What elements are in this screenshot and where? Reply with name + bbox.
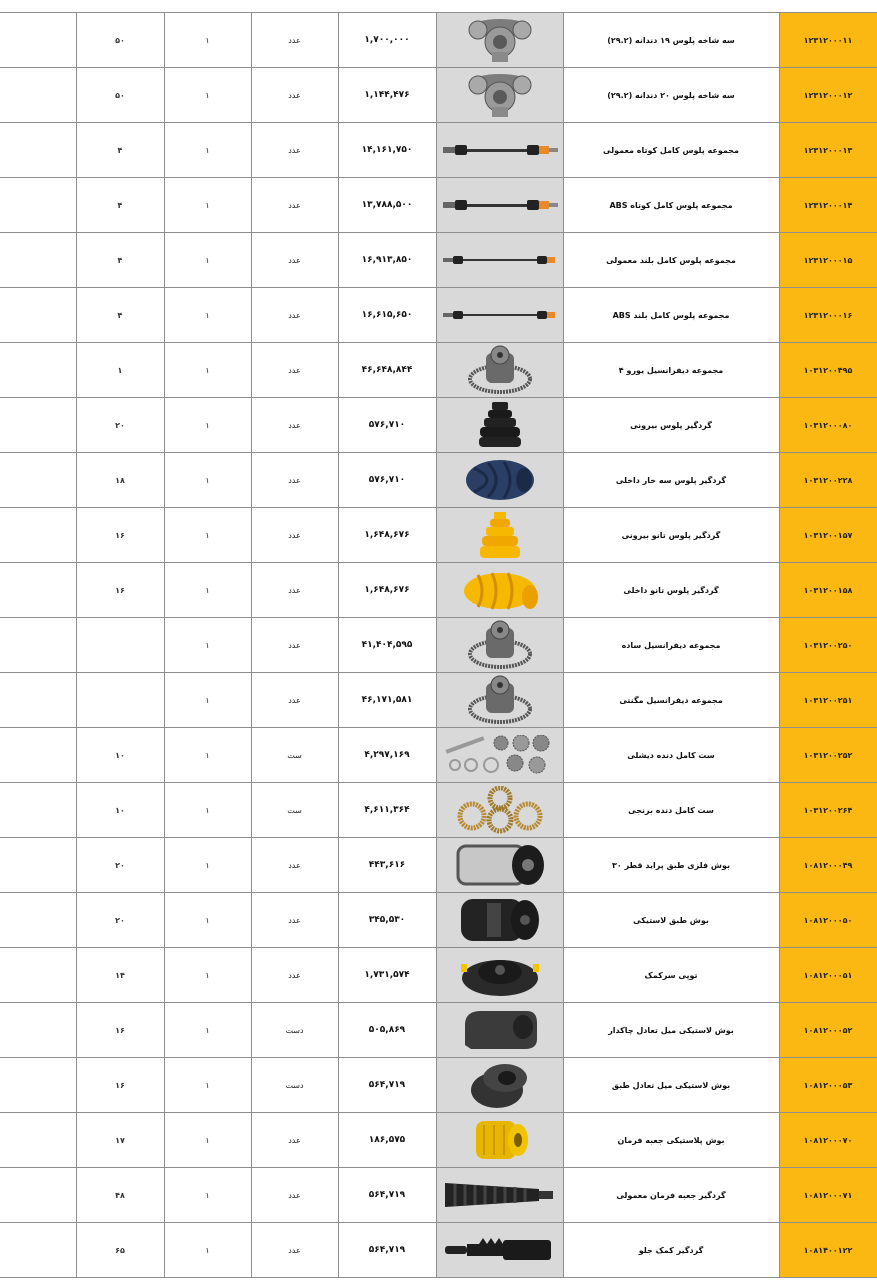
count-cell: ۱ [164, 453, 251, 508]
blank-cell [0, 343, 76, 398]
product-image-cell [436, 508, 563, 563]
count-cell: ۱ [164, 948, 251, 1003]
quantity-cell: ۵۰ [76, 13, 164, 68]
product-code-cell: ۱۰۸۱۲۰۰۰۵۲ [779, 1003, 877, 1058]
price-cell: ۱۶,۶۱۵,۶۵۰ [338, 288, 436, 343]
product-name-cell: گردگیر پلوس تانو بیرونی [563, 508, 779, 563]
unit-cell: عدد [251, 453, 338, 508]
product-code-cell: ۱۰۸۱۲۰۰۰۷۰ [779, 1113, 877, 1168]
blank-cell [0, 123, 76, 178]
table-row [0, 453, 877, 508]
product-name-cell: مجموعه دیفرانسیل مگنتی [563, 673, 779, 728]
count-cell: ۱ [164, 1113, 251, 1168]
product-image-cell [436, 1168, 563, 1223]
unit-cell: عدد [251, 618, 338, 673]
product-code-cell: ۱۰۳۱۲۰۰۲۲۸ [779, 453, 877, 508]
product-image-cell [436, 728, 563, 783]
product-image-cell [436, 1113, 563, 1168]
blank-cell [0, 68, 76, 123]
unit-cell: عدد [251, 68, 338, 123]
price-cell: ۱,۷۳۱,۵۷۴ [338, 948, 436, 1003]
price-cell: ۵۷۶,۷۱۰ [338, 453, 436, 508]
product-image-cell [436, 783, 563, 838]
price-cell: ۴,۶۱۱,۳۶۴ [338, 783, 436, 838]
unit-cell: عدد [251, 1113, 338, 1168]
price-cell: ۵۶۴,۷۱۹ [338, 1058, 436, 1113]
unit-cell: دست [251, 1003, 338, 1058]
unit-cell: عدد [251, 948, 338, 1003]
table-row [0, 1223, 877, 1278]
product-name-cell: ست کامل دنده برنجی [563, 783, 779, 838]
product-code-cell: ۱۰۳۱۲۰۰۲۵۱ [779, 673, 877, 728]
price-cell: ۱,۱۴۴,۴۷۶ [338, 68, 436, 123]
product-name-cell: مجموعه پلوس کامل کوتاه ABS [563, 178, 779, 233]
price-cell: ۱,۷۰۰,۰۰۰ [338, 13, 436, 68]
product-name-cell: گردگیر پلوس سه خار داخلی [563, 453, 779, 508]
product-image-cell [436, 1003, 563, 1058]
product-image-cell [436, 68, 563, 123]
product-code-cell: ۱۰۳۱۲۰۰۲۵۰ [779, 618, 877, 673]
product-image-cell [436, 1223, 563, 1278]
gear-set-icon [437, 735, 563, 775]
quantity-cell: ۱۶ [76, 1058, 164, 1113]
table-row [0, 233, 877, 288]
table-row [0, 673, 877, 728]
price-cell: ۴۶,۱۷۱,۵۸۱ [338, 673, 436, 728]
table-row [0, 728, 877, 783]
unit-cell: عدد [251, 288, 338, 343]
strut-mount-icon [437, 950, 563, 1000]
plastic-bushing-icon [437, 1115, 563, 1165]
table-row [0, 893, 877, 948]
product-code-cell: ۱۰۸۱۲۰۰۰۴۹ [779, 838, 877, 893]
quantity-cell [76, 673, 164, 728]
table-row [0, 838, 877, 893]
parts-table [0, 12, 877, 1278]
count-cell: ۱ [164, 233, 251, 288]
quantity-cell: ۵۰ [76, 68, 164, 123]
product-image-cell [436, 893, 563, 948]
table-row [0, 398, 877, 453]
unit-cell: عدد [251, 343, 338, 398]
product-image-cell [436, 398, 563, 453]
product-name-cell: گردگیر پلوس بیرونی [563, 398, 779, 453]
price-cell: ۵۶۴,۷۱۹ [338, 1168, 436, 1223]
price-cell: ۳۴۵,۵۳۰ [338, 893, 436, 948]
long-driveshaft-icon [437, 308, 563, 322]
product-image-cell [436, 13, 563, 68]
differential-icon [437, 620, 563, 670]
quantity-cell: ۴ [76, 288, 164, 343]
count-cell: ۱ [164, 178, 251, 233]
count-cell: ۱ [164, 618, 251, 673]
product-image-cell [436, 343, 563, 398]
unit-cell: عدد [251, 13, 338, 68]
count-cell: ۱ [164, 508, 251, 563]
sway-bar-bushing-round-icon [437, 1060, 563, 1110]
unit-cell: عدد [251, 838, 338, 893]
quantity-cell: ۲۰ [76, 893, 164, 948]
product-code-cell: ۱۲۳۱۲۰۰۰۱۴ [779, 178, 877, 233]
product-code-cell: ۱۰۸۱۲۰۰۰۷۱ [779, 1168, 877, 1223]
unit-cell: ست [251, 783, 338, 838]
table-row [0, 68, 877, 123]
unit-cell: دست [251, 1058, 338, 1113]
quantity-cell: ۴ [76, 123, 164, 178]
product-code-cell: ۱۰۳۱۲۰۰۲۶۴ [779, 783, 877, 838]
product-image-cell [436, 618, 563, 673]
product-image-cell [436, 948, 563, 1003]
product-image-cell [436, 288, 563, 343]
quantity-cell: ۱۶ [76, 1003, 164, 1058]
product-image-cell [436, 233, 563, 288]
quantity-cell: ۲۰ [76, 398, 164, 453]
blank-cell [0, 1003, 76, 1058]
yellow-boot-icon [437, 510, 563, 560]
count-cell: ۱ [164, 343, 251, 398]
unit-cell: عدد [251, 233, 338, 288]
bellows-icon [437, 1175, 563, 1215]
sway-bar-bushing-icon [437, 1005, 563, 1055]
product-name-cell: بوش پلاستیکی جعبه فرمان [563, 1113, 779, 1168]
quantity-cell: ۶۵ [76, 1223, 164, 1278]
blank-cell [0, 288, 76, 343]
blank-cell [0, 563, 76, 618]
synchro-rings-icon [437, 786, 563, 834]
table-row [0, 783, 877, 838]
product-name-cell: مجموعه پلوس کامل بلند ABS [563, 288, 779, 343]
unit-cell: عدد [251, 1223, 338, 1278]
product-code-cell: ۱۰۳۱۲۰۰۱۵۷ [779, 508, 877, 563]
driveshaft-icon [437, 140, 563, 160]
product-code-cell: ۱۰۸۱۴۰۰۱۲۲ [779, 1223, 877, 1278]
product-name-cell: مجموعه دیفرانسیل ساده [563, 618, 779, 673]
price-cell: ۱,۶۴۸,۶۷۶ [338, 563, 436, 618]
yellow-boot-long-icon [437, 567, 563, 613]
blank-cell [0, 453, 76, 508]
price-cell: ۵۷۶,۷۱۰ [338, 398, 436, 453]
count-cell: ۱ [164, 123, 251, 178]
product-name-cell: توپی سرکمک [563, 948, 779, 1003]
quantity-cell: ۴۸ [76, 1168, 164, 1223]
product-code-cell: ۱۲۳۱۲۰۰۰۱۱ [779, 13, 877, 68]
count-cell: ۱ [164, 563, 251, 618]
product-name-cell: سه شاخه پلوس ۱۹ دندانه (۲۹.۲) [563, 13, 779, 68]
product-name-cell: گردگیر پلوس تانو داخلی [563, 563, 779, 618]
product-name-cell: گردگیر جعبه فرمان معمولی [563, 1168, 779, 1223]
quantity-cell: ۱۰ [76, 728, 164, 783]
table-row [0, 288, 877, 343]
quantity-cell: ۱ [76, 343, 164, 398]
product-image-cell [436, 673, 563, 728]
blank-cell [0, 398, 76, 453]
tripod-joint-icon [437, 16, 563, 64]
table-row [0, 563, 877, 618]
product-image-cell [436, 563, 563, 618]
product-image-cell [436, 1058, 563, 1113]
count-cell: ۱ [164, 673, 251, 728]
table-row [0, 13, 877, 68]
black-boot-icon [437, 400, 563, 450]
price-cell: ۱۳,۷۸۸,۵۰۰ [338, 178, 436, 233]
count-cell: ۱ [164, 68, 251, 123]
product-name-cell: مجموعه پلوس کامل بلند معمولی [563, 233, 779, 288]
count-cell: ۱ [164, 398, 251, 453]
product-code-cell: ۱۲۳۱۲۰۰۰۱۶ [779, 288, 877, 343]
product-code-cell: ۱۰۸۱۲۰۰۰۵۰ [779, 893, 877, 948]
product-code-cell: ۱۰۸۱۲۰۰۰۵۳ [779, 1058, 877, 1113]
blank-cell [0, 233, 76, 288]
rubber-bushing-icon [437, 895, 563, 945]
product-code-cell: ۱۲۳۱۲۰۰۰۱۵ [779, 233, 877, 288]
product-name-cell: مجموعه دیفرانسیل یورو ۴ [563, 343, 779, 398]
unit-cell: عدد [251, 508, 338, 563]
product-name-cell: گردگیر کمک جلو [563, 1223, 779, 1278]
blank-cell [0, 1058, 76, 1113]
count-cell: ۱ [164, 783, 251, 838]
long-driveshaft-icon [437, 253, 563, 267]
count-cell: ۱ [164, 1168, 251, 1223]
product-code-cell: ۱۰۳۱۲۰۰۰۸۰ [779, 398, 877, 453]
blank-cell [0, 673, 76, 728]
table-row [0, 618, 877, 673]
differential-icon [437, 345, 563, 395]
quantity-cell: ۱۴ [76, 948, 164, 1003]
product-name-cell: مجموعه پلوس کامل کوتاه معمولی [563, 123, 779, 178]
quantity-cell: ۴ [76, 233, 164, 288]
blank-cell [0, 948, 76, 1003]
blank-cell [0, 1223, 76, 1278]
quantity-cell: ۱۶ [76, 563, 164, 618]
quantity-cell [76, 618, 164, 673]
blank-cell [0, 838, 76, 893]
table-row [0, 1113, 877, 1168]
table-row [0, 1003, 877, 1058]
table-row [0, 1058, 877, 1113]
blank-cell [0, 893, 76, 948]
price-table-sheet [0, 12, 877, 1280]
blank-cell [0, 1113, 76, 1168]
unit-cell: عدد [251, 398, 338, 453]
table-row [0, 178, 877, 233]
price-cell: ۴۱,۴۰۴,۵۹۵ [338, 618, 436, 673]
product-name-cell: بوش فلزی طبق پراید قطر ۳۰ [563, 838, 779, 893]
tripod-joint-icon [437, 71, 563, 119]
table-row [0, 1168, 877, 1223]
blank-cell [0, 1168, 76, 1223]
count-cell: ۱ [164, 893, 251, 948]
table-body [0, 13, 877, 1278]
product-image-cell [436, 123, 563, 178]
unit-cell: عدد [251, 178, 338, 233]
price-cell: ۴۴۳,۶۱۶ [338, 838, 436, 893]
quantity-cell: ۱۷ [76, 1113, 164, 1168]
quantity-cell: ۱۸ [76, 453, 164, 508]
count-cell: ۱ [164, 1003, 251, 1058]
quantity-cell: ۴ [76, 178, 164, 233]
price-cell: ۱۶,۹۱۳,۸۵۰ [338, 233, 436, 288]
product-name-cell: بوش طبق لاستیکی [563, 893, 779, 948]
blank-cell [0, 13, 76, 68]
price-cell: ۵۰۵,۸۶۹ [338, 1003, 436, 1058]
differential-icon [437, 675, 563, 725]
product-name-cell: سه شاخه پلوس ۲۰ دندانه (۲۹.۲) [563, 68, 779, 123]
count-cell: ۱ [164, 288, 251, 343]
product-image-cell [436, 453, 563, 508]
unit-cell: عدد [251, 1168, 338, 1223]
count-cell: ۱ [164, 838, 251, 893]
price-cell: ۱۴,۱۶۱,۷۵۰ [338, 123, 436, 178]
product-image-cell [436, 838, 563, 893]
price-cell: ۴۶,۶۴۸,۸۴۴ [338, 343, 436, 398]
product-image-cell [436, 178, 563, 233]
price-cell: ۱۸۶,۵۷۵ [338, 1113, 436, 1168]
product-code-cell: ۱۰۸۱۲۰۰۰۵۱ [779, 948, 877, 1003]
count-cell: ۱ [164, 1223, 251, 1278]
table-row [0, 343, 877, 398]
price-cell: ۵۶۴,۷۱۹ [338, 1223, 436, 1278]
unit-cell: ست [251, 728, 338, 783]
product-name-cell: بوش لاستیکی میل تعادل چاکدار [563, 1003, 779, 1058]
product-code-cell: ۱۰۳۱۲۰۰۱۵۸ [779, 563, 877, 618]
blank-cell [0, 508, 76, 563]
product-code-cell: ۱۲۳۱۲۰۰۰۱۳ [779, 123, 877, 178]
quantity-cell: ۱۰ [76, 783, 164, 838]
count-cell: ۱ [164, 1058, 251, 1113]
blank-cell [0, 728, 76, 783]
count-cell: ۱ [164, 728, 251, 783]
table-row [0, 948, 877, 1003]
unit-cell: عدد [251, 563, 338, 618]
product-name-cell: ست کامل دنده دیشلی [563, 728, 779, 783]
driveshaft-icon [437, 195, 563, 215]
unit-cell: عدد [251, 893, 338, 948]
price-cell: ۴,۲۹۷,۱۶۹ [338, 728, 436, 783]
shock-boot-icon [437, 1230, 563, 1270]
unit-cell: عدد [251, 123, 338, 178]
product-code-cell: ۱۰۳۱۲۰۰۴۹۵ [779, 343, 877, 398]
quantity-cell: ۱۶ [76, 508, 164, 563]
count-cell: ۱ [164, 13, 251, 68]
product-code-cell: ۱۰۳۱۲۰۰۲۵۲ [779, 728, 877, 783]
price-cell: ۱,۶۴۸,۶۷۶ [338, 508, 436, 563]
quantity-cell: ۲۰ [76, 838, 164, 893]
unit-cell: عدد [251, 673, 338, 728]
table-row [0, 123, 877, 178]
blue-boot-icon [437, 458, 563, 502]
table-row [0, 508, 877, 563]
blank-cell [0, 178, 76, 233]
metal-bushing-icon [437, 840, 563, 890]
blank-cell [0, 783, 76, 838]
product-code-cell: ۱۲۳۱۲۰۰۰۱۲ [779, 68, 877, 123]
product-name-cell: بوش لاستیکی میل تعادل طبق [563, 1058, 779, 1113]
blank-cell [0, 618, 76, 673]
